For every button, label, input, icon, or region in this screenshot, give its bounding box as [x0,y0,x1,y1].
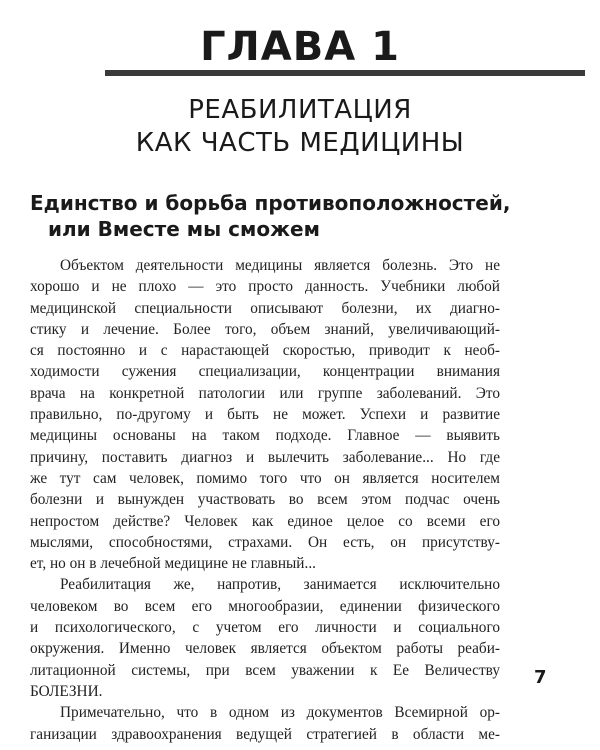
body-text [30,255,500,745]
text-line: Реабилитация же, напротив, занимается исключительно [60,576,500,594]
chapter-underline-rule [105,70,585,76]
text-line: же тут сам человек, помимо того что он является носителем [30,469,500,487]
text-line: правильно, по-другому и быть не может. Успехи и развитие [30,406,500,424]
text-line: медицинской специальности описывают болезни, их диагно- [30,299,500,317]
text-line: врача на конкретной патологии или группе заболеваний. Это [30,384,500,402]
section-heading [30,190,570,242]
text-line: непростом действе? Человек как единое целое со всеми его [30,512,500,530]
text-line: причину, поставить диагноз и вылечить заболевание... Но где [30,448,500,466]
section-heading-line: или Вместе мы сможем [48,217,320,241]
paragraph [30,255,500,574]
subtitle-line: РЕАБИЛИТАЦИЯ [188,95,412,125]
subtitle-line: КАК ЧАСТЬ МЕДИЦИНЫ [135,128,465,158]
page-number: 7 [534,667,547,688]
text-line: окружения. Именно человек является объектом работы реаби- [30,640,500,658]
section-heading-line: Единство и борьба противоположностей, [30,191,511,215]
text-line: Примечательно, что в одном из документов Всемирной ор- [60,704,500,722]
chapter-title: ГЛАВА 1 [200,24,400,70]
text-line: мыслями, способностями, страхами. Он есть, он присутству- [30,533,500,551]
text-line: литационной системы, при всем уважении к Ее Величеству [30,661,500,679]
text-line: ся постоянно и с нарастающей скоростью, приводит к необ- [30,342,500,360]
text-line: человеком во всем его многообразии, единении физического [30,597,500,615]
text-line: Объектом деятельности медицины является болезнь. Это не [60,257,500,274]
text-line: ет, но он в лечебной медицине не главный... [30,555,316,573]
paragraph [30,574,500,702]
text-line: стику и лечение. Более того, объем знаний, увеличивающий- [30,320,500,338]
chapter-subtitle [0,94,600,160]
text-line: медицины основаны на таком подходе. Главное — выявить [30,427,500,445]
paragraph [30,702,500,745]
text-line: БОЛЕЗНИ. [30,682,103,700]
text-line: болезни и вынужден участвовать во всем этом подчас очень [30,491,500,509]
text-line: хорошо и не плохо — это просто данность. Учебники любой [30,278,500,296]
text-line: ганизации здравоохранения ведущей стратегией в области ме- [30,725,500,743]
text-line: ходимости сужения специализации, концентрации внимания [30,363,500,381]
text-line: и психологического, с учетом его личности и социального [30,619,500,637]
